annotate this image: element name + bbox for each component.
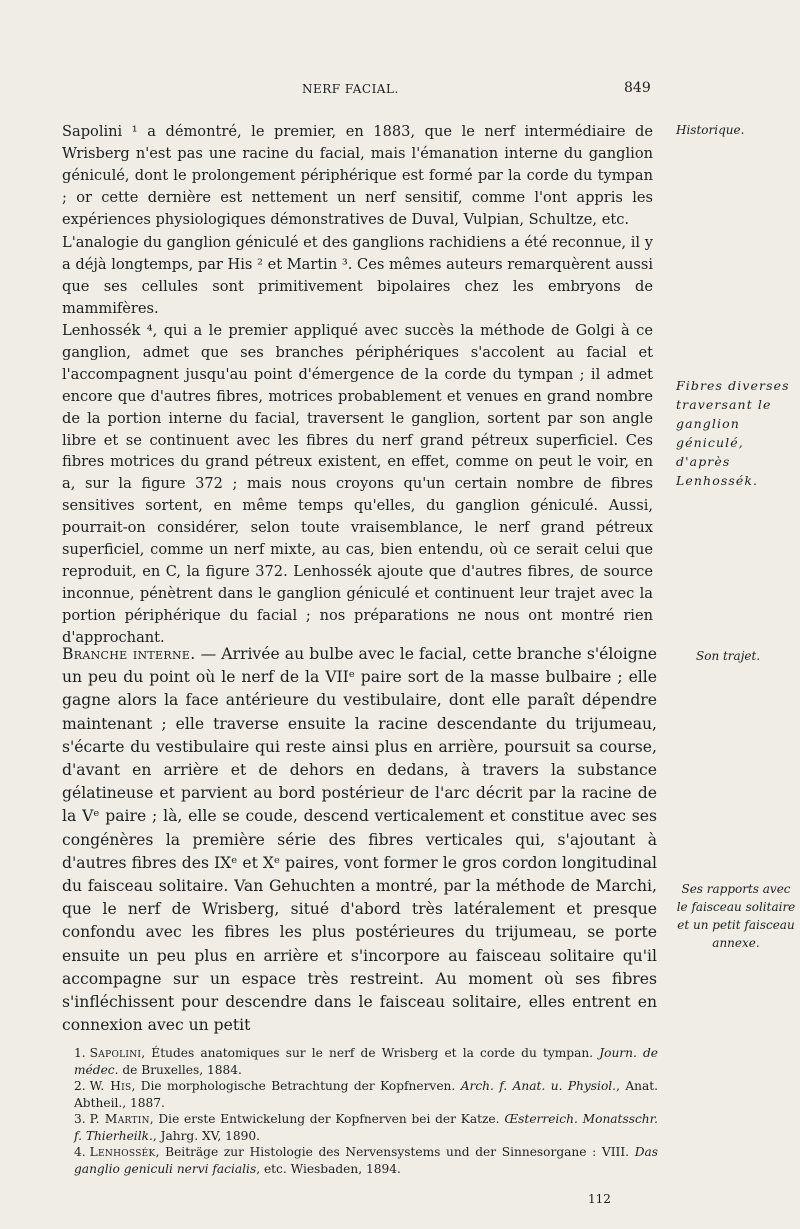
signature-mark: 112 (588, 1192, 611, 1206)
margin-note-historique: Historique. (676, 123, 745, 137)
paragraph-analogie: L'analogie du ganglion géniculé et des ganglions rachidiens a été reconnue, il y a déjà longtemps, par His ² et Martin ³. Ces mêmes auteurs remarquèrent aussi que ses cellules sont primitivement bipolaires chez les embryons de mammifères. (62, 234, 653, 317)
section-heading: Branche interne. (62, 645, 196, 663)
page-number: 849 (624, 80, 651, 96)
margin-note-rapports: Ses rapports avec le faisceau solitaire et un petit faisceau annexe. (676, 882, 796, 950)
footnote: 3. P. Martin, Die erste Entwickelung der Kopfnerven bei der Katze. Œsterreich. Monatsschr. f. Thierheilk., Jahrg. XV, 1890. (74, 1112, 658, 1143)
margin-note-fibres: Fibres diverses traversant le ganglion géniculé, d'après Lenhossék. (676, 378, 790, 488)
footnote: 1. Sapolini, Études anatomiques sur le nerf de Wrisberg et la corde du tympan. Journ. de médec. de Bruxelles, 1884. (74, 1046, 659, 1077)
paragraph-branche-interne-text: — Arrivée au bulbe avec le facial, cette branche s'éloigne un peu du point où le nerf de la VIIᵉ paire sort de la masse bulbaire ; elle gagne alors la face antérieure du vestibulaire, dont elle paraît dépendre maintenant ; elle traverse ensuite la racine descendante du trijumeau, s'écarte du vestibulaire qui reste ainsi plus en arrière, poursuit sa course, d'avant en arrière et de dehors en dedans, à travers la substance gélatineuse et parvient au bord postérieur de l'arc décrit par la racine de la Vᵉ paire ; là, elle se coude, descend verticalement et constitue avec ses congénères la première série des fibres verticales qui, s'ajoutant à d'autres fibres des IXᵉ et Xᵉ paires, vont former le gros cordon longitudinal du faisceau solitaire. Van Gehuchten a montré, par la méthode de Marchi, que le nerf de Wrisberg, situé d'abord très latéralement et presque confondu avec les fibres les plus postérieures du trijumeau, se porte ensuite un peu plus en arrière et s'incorpore au faisceau solitaire qu'il accompagne sur un espace très restreint. Au moment où ses fibres s'infléchissent pour descendre dans le faisceau solitaire, elles entrent en connexion avec un petit (62, 645, 657, 1035)
running-title: NERF FACIAL. (302, 82, 399, 96)
footnote: 4. Lenhossék, Beiträge zur Histologie des Nervensystems und der Sinnesorgane : VIII. Das ganglio geniculi nervi facialis, etc. Wiesbaden, 1894. (74, 1145, 659, 1176)
margin-note-trajet: Son trajet. (696, 649, 761, 663)
paragraph-sapolini: Sapolini ¹ a démontré, le premier, en 1883, que le nerf intermédiaire de Wrisberg n'est pas une racine du facial, mais l'émanation interne du ganglion géniculé, dont le prolongement périphérique est formé par la corde du tympan ; or cette dernière est nettement un nerf sensitif, comme l'ont appris les expériences physiologiques démonstratives de Duval, Vulpian, Schultze, etc. (62, 123, 653, 228)
paragraph-branche-interne (62, 643, 657, 1037)
paragraph-lenhossek: Lenhossék ⁴, qui a le premier appliqué avec succès la méthode de Golgi à ce ganglion, admet que ses branches périphériques s'accolent au facial et l'accompagnent jusqu'au point d'émergence de la corde du tympan ; il admet encore que d'autres fibres, motrices probablement et venues en grand nombre de la portion interne du facial, traversent le ganglion, sortent par son angle libre et se continuent avec les fibres du nerf grand pétreux superficiel. Ces fibres motrices du grand pétreux existent, en effet, comme on peut le voir, en a, sur la figure 372 ; mais nous croyons qu'un certain nombre de fibres sensitives sortent, en même temps qu'elles, du ganglion géniculé. Aussi, pourrait-on considérer, selon toute vraisemblance, le nerf grand pétreux superficiel, comme un nerf mixte, au cas, bien entendu, où ce serait celui que reproduit, en C, la figure 372. Lenhossék ajoute que d'autres fibres, de source inconnue, pénètrent dans le ganglion géniculé et continuent leur trajet avec la portion périphérique du facial ; nos préparations ne nous ont montré rien d'approchant. (62, 322, 653, 646)
footnote: 2. W. His, Die morphologische Betrachtung der Kopfnerven. Arch. f. Anat. u. Physiol., Anat. Abtheil., 1887. (74, 1079, 659, 1110)
footnotes (62, 1045, 658, 1177)
